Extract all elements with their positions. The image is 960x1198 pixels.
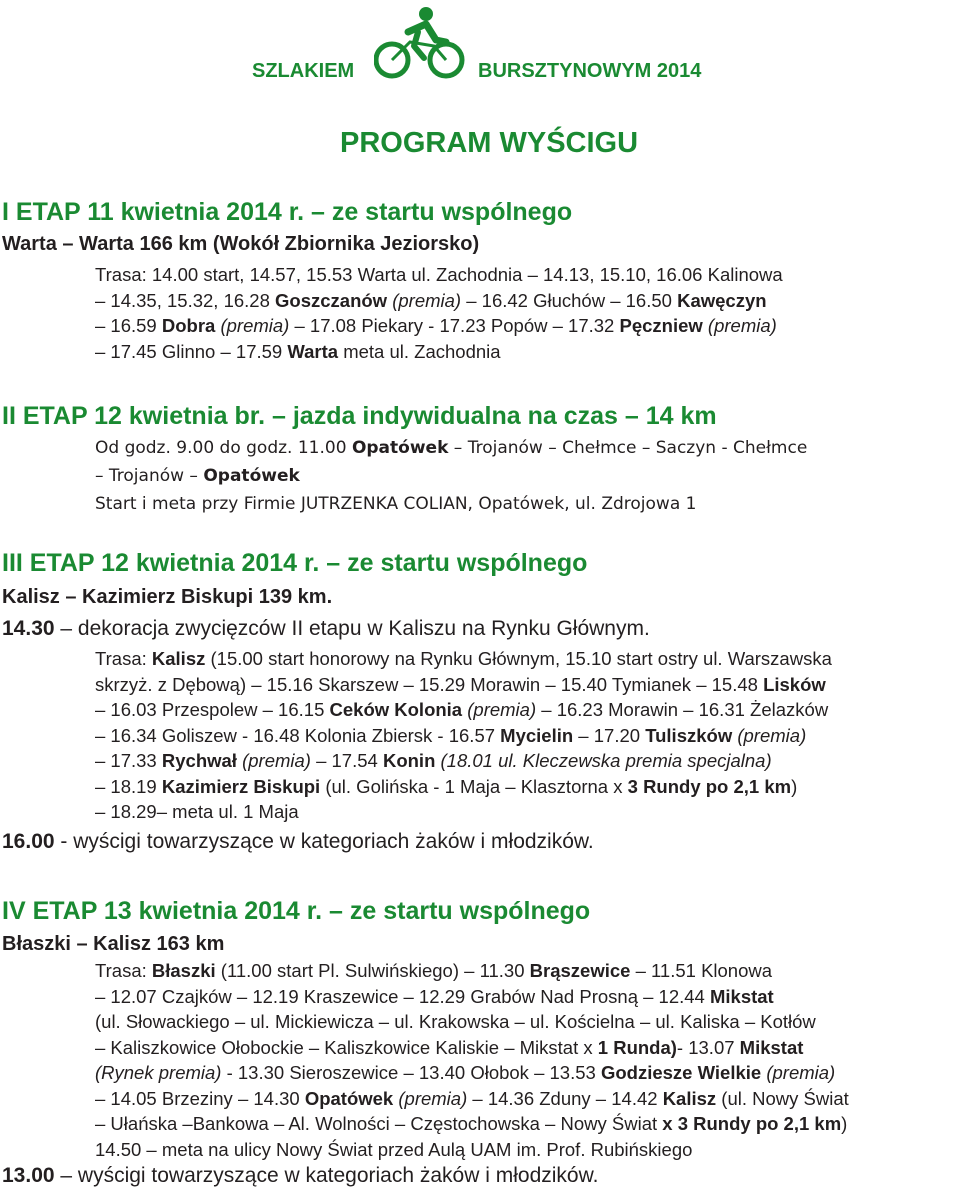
stage4-line: – 12.07 Czajków – 12.19 Kraszewice – 12.29 Grabów Nad Prosną – 12.44 Mikstat xyxy=(95,985,774,1007)
stage4-line: – Kaliszkowice Ołobockie – Kaliszkowice Kaliskie – Mikstat x 1 Runda)- 13.07 Mikstat xyxy=(95,1036,804,1058)
stage3-line: – 16.34 Goliszew - 16.48 Kolonia Zbiersk - 16.57 Mycielin – 17.20 Tuliszków (premia) xyxy=(95,724,807,746)
stage2-line: Start i meta przy Firmie JUTRZENKA COLIAN, Opatówek, ul. Zdrojowa 1 xyxy=(95,494,697,514)
cyclist-icon xyxy=(374,2,466,80)
stage3-schedule xyxy=(95,646,952,825)
stage3-route: Kalisz – Kazimierz Biskupi 139 km. xyxy=(2,586,333,608)
stage2-heading: II ETAP 12 kwietnia br. – jazda indywidualna na czas – 14 km xyxy=(2,402,717,430)
header-left-text: SZLAKIEM xyxy=(252,60,355,82)
stage3-line: – 17.33 Rychwał (premia) – 17.54 Konin (18.01 ul. Kleczewska premia specjalna) xyxy=(95,750,772,771)
stage1-route: Warta – Warta 166 km (Wokół Zbiornika Jeziorsko) xyxy=(2,233,480,255)
stage3-line: – 18.19 Kazimierz Biskupi (ul. Golińska - 1 Maja – Klasztorna x 3 Rundy po 2,1 km) xyxy=(95,775,798,797)
stage3-line: Trasa: Kalisz (15.00 start honorowy na Rynku Głównym, 15.10 start ostry ul. Warszawska xyxy=(95,648,832,669)
stage3-ceremony: 14.30 – dekoracja zwycięzców II etapu w Kaliszu na Rynku Głównym. xyxy=(2,617,650,640)
stage2-schedule xyxy=(95,434,952,518)
page-title: PROGRAM WYŚCIGU xyxy=(340,127,639,159)
stage3-line: – 18.29– meta ul. 1 Maja xyxy=(95,801,299,822)
stage4-line: 14.50 – meta na ulicy Nowy Świat przed Aulą UAM im. Prof. Rubińskiego xyxy=(95,1138,693,1160)
stage1-schedule xyxy=(95,262,952,364)
stage3-side-events: 16.00 - wyścigi towarzyszące w kategoriach żaków i młodzików. xyxy=(2,830,594,853)
stage1-line: – 14.35, 15.32, 16.28 Goszczanów (premia) – 16.42 Głuchów – 16.50 Kawęczyn xyxy=(95,289,767,311)
stage1-line: – 17.45 Glinno – 17.59 Warta meta ul. Zachodnia xyxy=(95,340,501,362)
header-right-text: BURSZTYNOWYM 2014 xyxy=(478,60,702,82)
stage4-heading: IV ETAP 13 kwietnia 2014 r. – ze startu wspólnego xyxy=(2,897,591,925)
stage3-heading: III ETAP 12 kwietnia 2014 r. – ze startu wspólnego xyxy=(2,549,588,577)
stage2-line: – Trojanów – Opatówek xyxy=(95,466,300,486)
stage4-line: – Ułańska –Bankowa – Al. Wolności – Częstochowska – Nowy Świat x 3 Rundy po 2,1 km) xyxy=(95,1113,848,1134)
stage4-schedule xyxy=(95,958,952,1162)
stage4-route: Błaszki – Kalisz 163 km xyxy=(2,933,225,955)
stage4-line: – 14.05 Brzeziny – 14.30 Opatówek (premia) – 14.36 Zduny – 14.42 Kalisz (ul. Nowy Świat xyxy=(95,1087,849,1109)
stage4-side-events: 13.00 – wyścigi towarzyszące w kategoriach żaków i młodzików. xyxy=(2,1164,599,1187)
stage4-line: (ul. Słowackiego – ul. Mickiewicza – ul. Krakowska – ul. Kościelna – ul. Kaliska – Kotłów xyxy=(95,1011,816,1032)
stage2-line: Od godz. 9.00 do godz. 11.00 Opatówek – Trojanów – Chełmce – Saczyn - Chełmce xyxy=(95,438,808,458)
stage4-line: (Rynek premia) - 13.30 Sieroszewice – 13.40 Ołobok – 13.53 Godziesze Wielkie (premia) xyxy=(95,1062,836,1083)
stage3-line: skrzyż. z Dębową) – 15.16 Skarszew – 15.29 Morawin – 15.40 Tymianek – 15.48 Lisków xyxy=(95,673,826,695)
stage1-line: – 16.59 Dobra (premia) – 17.08 Piekary - 17.23 Popów – 17.32 Pęczniew (premia) xyxy=(95,315,777,336)
stage4-line: Trasa: Błaszki (11.00 start Pl. Sulwińskiego) – 11.30 Brąszewice – 11.51 Klonowa xyxy=(95,960,773,981)
stage1-line: Trasa: 14.00 start, 14.57, 15.53 Warta ul. Zachodnia – 14.13, 15.10, 16.06 Kalinowa xyxy=(95,264,783,285)
stage3-line: – 16.03 Przespolew – 16.15 Ceków Kolonia (premia) – 16.23 Morawin – 16.31 Żelazków xyxy=(95,699,829,720)
stage1-heading: I ETAP 11 kwietnia 2014 r. – ze startu wspólnego xyxy=(2,198,573,226)
